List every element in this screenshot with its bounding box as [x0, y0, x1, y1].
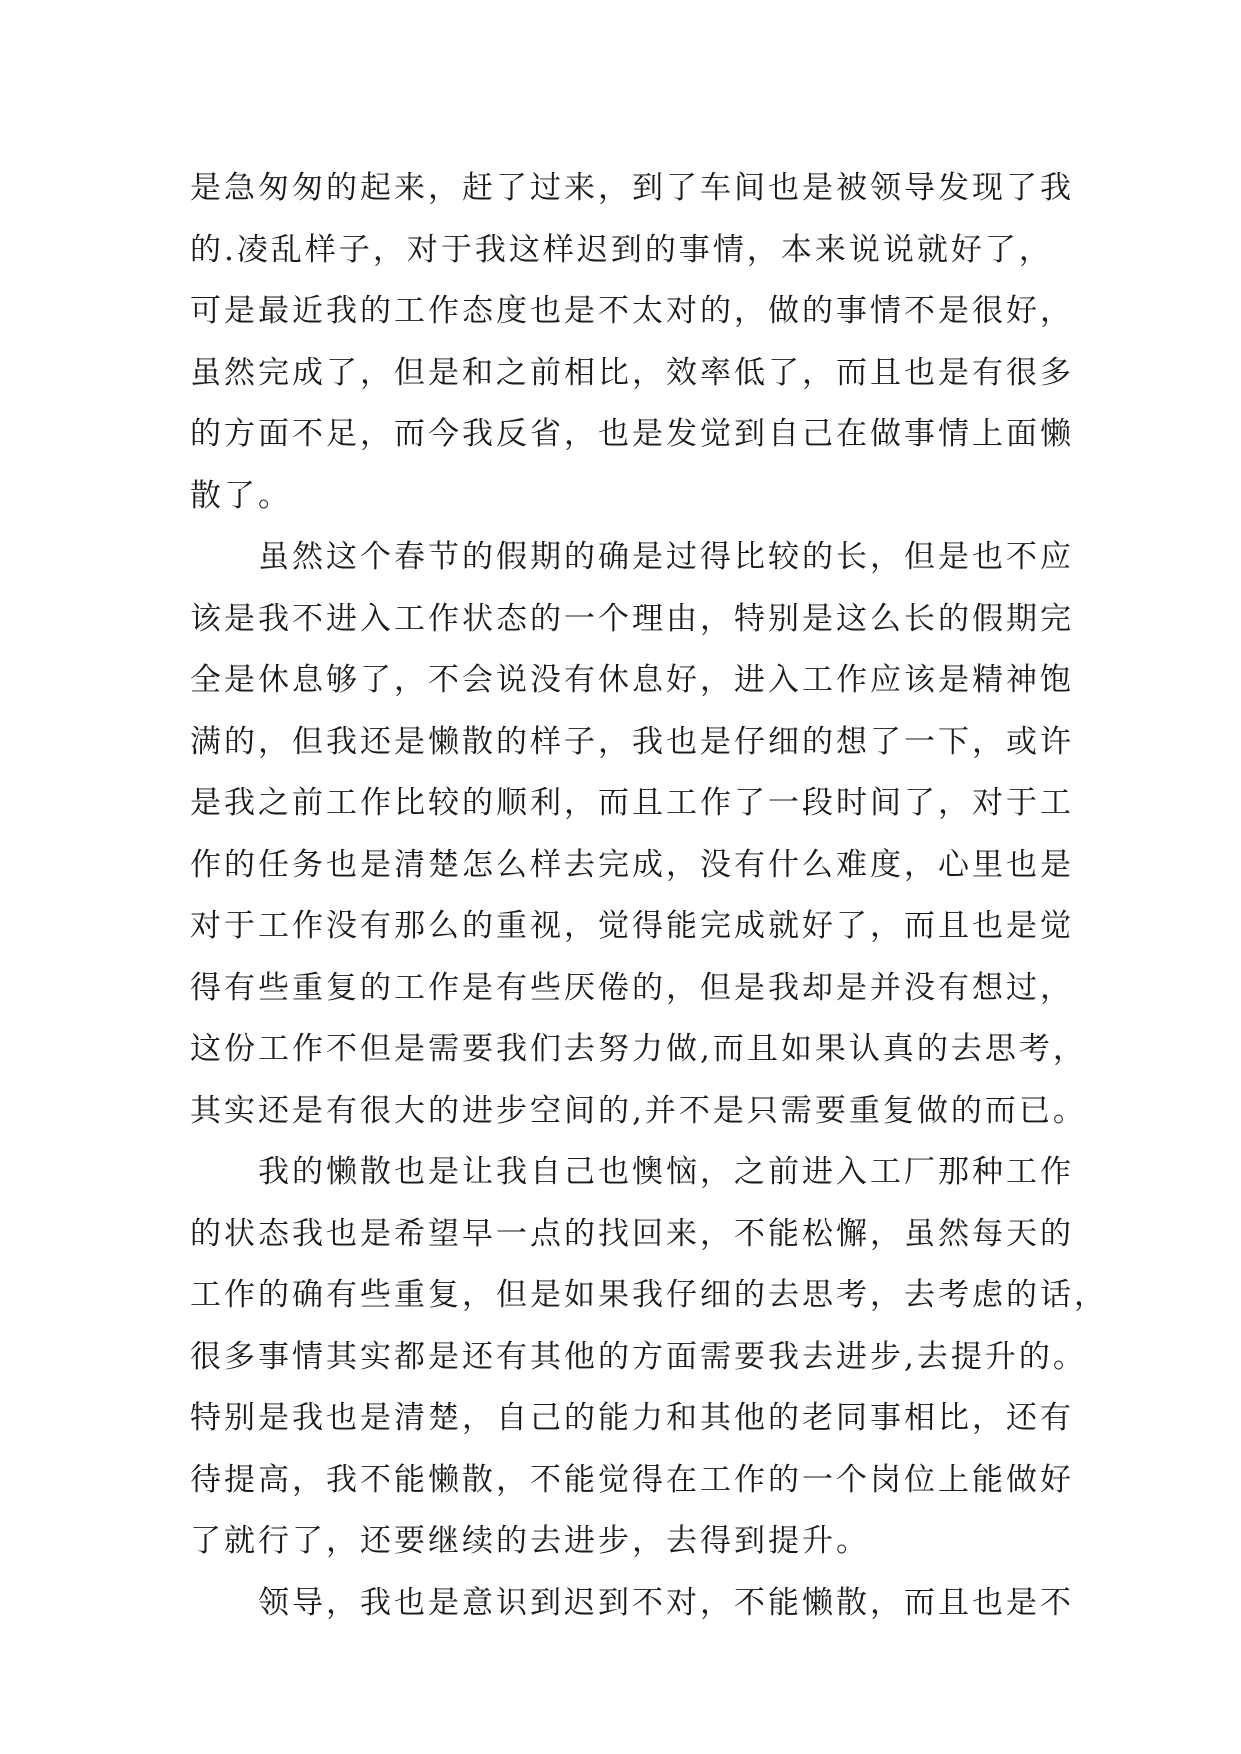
text-line-9: 全是休息够了，不会说没有休息好，进入工作应该是精神饱	[190, 662, 1074, 698]
text-line-20: 很多事情其实都是还有其他的方面需要我去进步,去提升的。	[190, 1338, 1087, 1375]
text-line-10: 满的，但我还是懒散的样子，我也是仔细的想了一下，或许	[190, 723, 1074, 760]
text-line-11: 是我之前工作比较的顺利，而且工作了一段时间了，对于工	[190, 785, 1074, 821]
text-line-1: 是急匆匆的起来，赶了过来，到了车间也是被领导发现了我	[190, 170, 1074, 206]
text-line-19: 工作的确有些重复，但是如果我仔细的去思考，去考虑的话，	[190, 1277, 1108, 1313]
text-line-18: 的状态我也是希望早一点的找回来，不能松懈，虽然每天的	[190, 1215, 1074, 1252]
text-line-21: 特别是我也是清楚，自己的能力和其他的老同事相比，还有	[190, 1400, 1074, 1436]
text-line-17: 我的懒散也是让我自己也懊恼，之前进入工厂那种工作	[258, 1154, 1074, 1190]
text-line-14: 得有些重复的工作是有些厌倦的，但是我却是并没有想过，	[190, 969, 1074, 1006]
text-line-2: 的.凌乱样子，对于我这样迟到的事情，本来说说就好了，	[190, 231, 1053, 268]
text-line-3: 可是最近我的工作态度也是不太对的，做的事情不是很好，	[190, 293, 1074, 329]
text-line-6: 散了。	[190, 477, 292, 514]
text-line-5: 的方面不足，而今我反省，也是发觉到自己在做事情上面懒	[190, 416, 1074, 452]
text-line-7: 虽然这个春节的假期的确是过得比较的长，但是也不应	[258, 539, 1074, 575]
text-line-8: 该是我不进入工作状态的一个理由，特别是这么长的假期完	[190, 600, 1074, 637]
text-line-23: 了就行了，还要继续的去进步，去得到提升。	[190, 1523, 870, 1559]
text-line-15: 这份工作不但是需要我们去努力做,而且如果认真的去思考，	[190, 1031, 1087, 1067]
text-line-12: 作的任务也是清楚怎么样去完成，没有什么难度，心里也是	[190, 846, 1074, 883]
text-line-24: 领导，我也是意识到迟到不对，不能懒散，而且也是不	[258, 1584, 1074, 1621]
text-line-16: 其实还是有很大的进步空间的,并不是只需要重复做的而已。	[190, 1092, 1087, 1129]
text-line-4: 虽然完成了，但是和之前相比，效率低了，而且也是有很多	[190, 354, 1074, 391]
text-line-22: 待提高，我不能懒散，不能觉得在工作的一个岗位上能做好	[190, 1461, 1074, 1498]
text-line-13: 对于工作没有那么的重视，觉得能完成就好了，而且也是觉	[190, 908, 1074, 944]
document-body	[190, 158, 1108, 1634]
